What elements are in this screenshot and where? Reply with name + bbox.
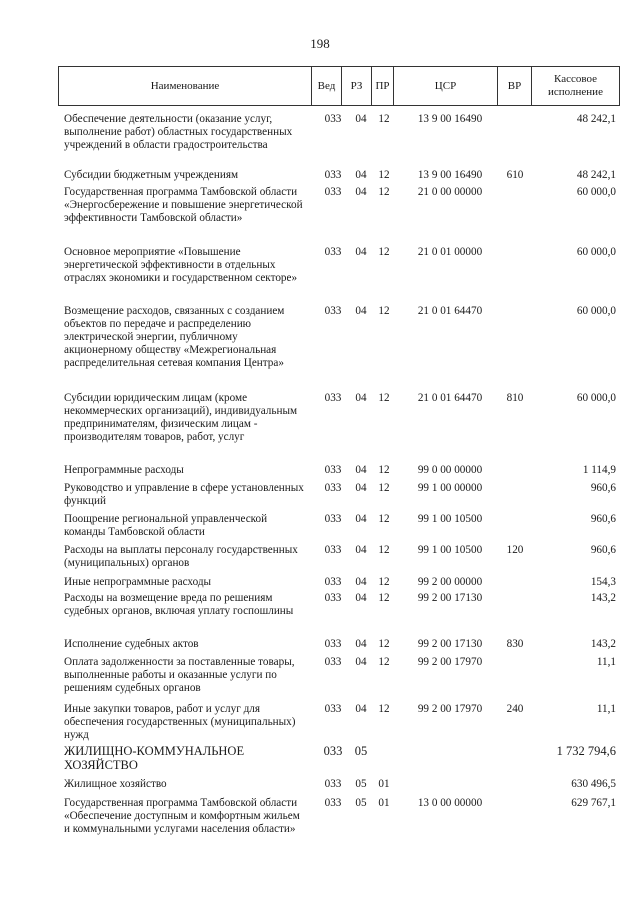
row-ved: 033 <box>324 392 342 404</box>
row-pr: 12 <box>378 392 390 404</box>
header-vr: ВР <box>497 67 531 105</box>
row-amount: 60 000,0 <box>576 305 616 317</box>
row-ved: 033 <box>324 703 342 715</box>
row-name: Расходы на выплаты персоналу государственных (муниципальных) органов <box>64 544 298 569</box>
row-name: Государственная программа Тамбовской области «Энергосбережение и повышение энергетической эффективности Тамбовской области» <box>64 186 303 224</box>
row-amount: 60 000,0 <box>576 246 616 258</box>
row-rz: 04 <box>355 576 367 588</box>
row-rz: 04 <box>355 464 367 476</box>
row-name: Субсидии юридическим лицам (кроме некоммерческих организаций), индивидуальным предпринимателям, физическим лицам - производителям товаров, работ, услуг <box>64 392 298 443</box>
row-rz: 04 <box>355 638 367 650</box>
row-csr: 21 0 01 64470 <box>417 305 483 317</box>
header-csr: ЦСР <box>393 67 497 105</box>
row-csr: 99 1 00 10500 <box>417 544 483 556</box>
row-ved: 033 <box>324 656 342 668</box>
row-pr: 12 <box>378 638 390 650</box>
row-name: Руководство и управление в сфере установленных функций <box>64 482 304 507</box>
row-rz: 04 <box>355 186 367 198</box>
row-rz: 04 <box>355 656 367 668</box>
row-csr: 99 2 00 17970 <box>417 656 483 668</box>
row-name: Оплата задолженности за поставленные товары, выполненные работы и оказанные услуги по решениям судебных органов <box>64 656 295 694</box>
row-ved: 033 <box>324 513 342 525</box>
row-ved: 033 <box>324 482 342 494</box>
table-header <box>58 66 620 106</box>
row-rz: 05 <box>355 797 367 809</box>
row-csr: 13 9 00 16490 <box>417 169 483 181</box>
row-amount: 960,6 <box>590 482 616 494</box>
row-pr: 12 <box>378 656 390 668</box>
row-ved: 033 <box>324 797 342 809</box>
row-ved: 033 <box>324 778 342 790</box>
row-name: Расходы на возмещение вреда по решениям судебных органов, включая уплату госпошлины <box>64 592 294 617</box>
row-csr: 99 2 00 17130 <box>417 638 483 650</box>
row-rz: 04 <box>355 113 367 125</box>
row-pr: 01 <box>378 797 390 809</box>
row-amount: 11,1 <box>596 703 616 715</box>
header-name: Наименование <box>150 79 220 92</box>
row-amount: 48 242,1 <box>576 113 616 125</box>
row-pr: 12 <box>378 464 390 476</box>
row-amount: 960,6 <box>590 513 616 525</box>
row-amount: 629 767,1 <box>571 797 616 809</box>
row-pr: 12 <box>378 186 390 198</box>
row-name: Жилищное хозяйство <box>64 778 167 790</box>
row-rz: 04 <box>355 246 367 258</box>
page-number: 198 <box>310 36 330 51</box>
row-name: Субсидии бюджетным учреждениям <box>64 169 239 181</box>
row-name: Поощрение региональной управленческой команды Тамбовской области <box>64 513 268 538</box>
row-amount: 11,1 <box>596 656 616 668</box>
row-csr: 99 0 00 00000 <box>417 464 483 476</box>
row-rz: 04 <box>355 482 367 494</box>
row-vr: 610 <box>506 169 524 181</box>
row-rz: 04 <box>355 169 367 181</box>
row-amount: 48 242,1 <box>576 169 616 181</box>
header-rz: РЗ <box>341 67 371 105</box>
row-ved: 033 <box>324 305 342 317</box>
row-amount: 143,2 <box>590 592 616 604</box>
row-csr: 99 2 00 00000 <box>417 576 483 588</box>
row-pr: 12 <box>378 513 390 525</box>
row-pr: 12 <box>378 169 390 181</box>
row-vr: 240 <box>506 703 524 715</box>
row-vr: 830 <box>506 638 524 650</box>
row-vr: 810 <box>506 392 524 404</box>
row-csr: 13 0 00 00000 <box>417 797 483 809</box>
row-pr: 12 <box>378 576 390 588</box>
row-rz: 04 <box>355 703 367 715</box>
row-name: Иные закупки товаров, работ и услуг для обеспечения государственных (муниципальных) нужд <box>64 703 296 741</box>
row-pr: 12 <box>378 246 390 258</box>
row-ved: 033 <box>324 246 342 258</box>
row-csr: 99 2 00 17970 <box>417 703 483 715</box>
row-name: Государственная программа Тамбовской области «Обеспечение доступным и комфортным жильем и коммунальными услугами населения области» <box>64 797 300 835</box>
row-name: ЖИЛИЩНО-КОММУНАЛЬНОЕ ХОЗЯЙСТВО <box>64 744 245 772</box>
row-pr: 01 <box>378 778 390 790</box>
header-ved: Вед <box>311 67 341 105</box>
row-amount: 143,2 <box>590 638 616 650</box>
row-name: Непрограммные расходы <box>64 464 184 476</box>
row-name: Иные непрограммные расходы <box>64 576 212 588</box>
row-amount: 630 496,5 <box>571 778 616 790</box>
header-pr: ПР <box>371 67 393 105</box>
header-amount: Кассовое исполнение <box>531 67 619 105</box>
row-pr: 12 <box>378 482 390 494</box>
row-ved: 033 <box>324 592 342 604</box>
row-amount: 60 000,0 <box>576 392 616 404</box>
row-pr: 12 <box>378 592 390 604</box>
row-pr: 12 <box>378 113 390 125</box>
row-name: Основное мероприятие «Повышение энергетической эффективности в отдельных отраслях экономики и государственном секторе» <box>64 246 298 284</box>
row-rz: 04 <box>355 305 367 317</box>
row-pr: 12 <box>378 305 390 317</box>
row-amount: 154,3 <box>590 576 616 588</box>
row-ved: 033 <box>324 169 342 181</box>
row-ved: 033 <box>323 744 343 758</box>
row-rz: 05 <box>354 744 368 758</box>
row-csr: 99 1 00 10500 <box>417 513 483 525</box>
row-rz: 05 <box>355 778 367 790</box>
row-name: Исполнение судебных актов <box>64 638 199 650</box>
row-ved: 033 <box>324 544 342 556</box>
row-amount: 960,6 <box>590 544 616 556</box>
row-amount: 1 114,9 <box>582 464 616 476</box>
row-ved: 033 <box>324 638 342 650</box>
row-vr: 120 <box>506 544 524 556</box>
row-csr: 21 0 00 00000 <box>417 186 483 198</box>
row-amount: 60 000,0 <box>576 186 616 198</box>
row-pr: 12 <box>378 544 390 556</box>
row-ved: 033 <box>324 464 342 476</box>
row-csr: 21 0 01 64470 <box>417 392 483 404</box>
row-ved: 033 <box>324 186 342 198</box>
row-pr: 12 <box>378 703 390 715</box>
row-rz: 04 <box>355 544 367 556</box>
row-csr: 99 2 00 17130 <box>417 592 483 604</box>
row-rz: 04 <box>355 392 367 404</box>
row-csr: 99 1 00 00000 <box>417 482 483 494</box>
row-amount: 1 732 794,6 <box>556 744 616 758</box>
row-csr: 13 9 00 16490 <box>417 113 483 125</box>
row-csr: 21 0 01 00000 <box>417 246 483 258</box>
row-name: Обеспечение деятельности (оказание услуг, выполнение работ) областных государственных учреждений в области градостроительства <box>64 113 293 151</box>
row-ved: 033 <box>324 576 342 588</box>
row-rz: 04 <box>355 592 367 604</box>
row-name: Возмещение расходов, связанных с созданием объектов по передаче и распределению электрической энергии, публичному акционерному обществу «Межрегиональная распределительная сетевая компания Центра» <box>64 305 285 369</box>
row-ved: 033 <box>324 113 342 125</box>
row-rz: 04 <box>355 513 367 525</box>
